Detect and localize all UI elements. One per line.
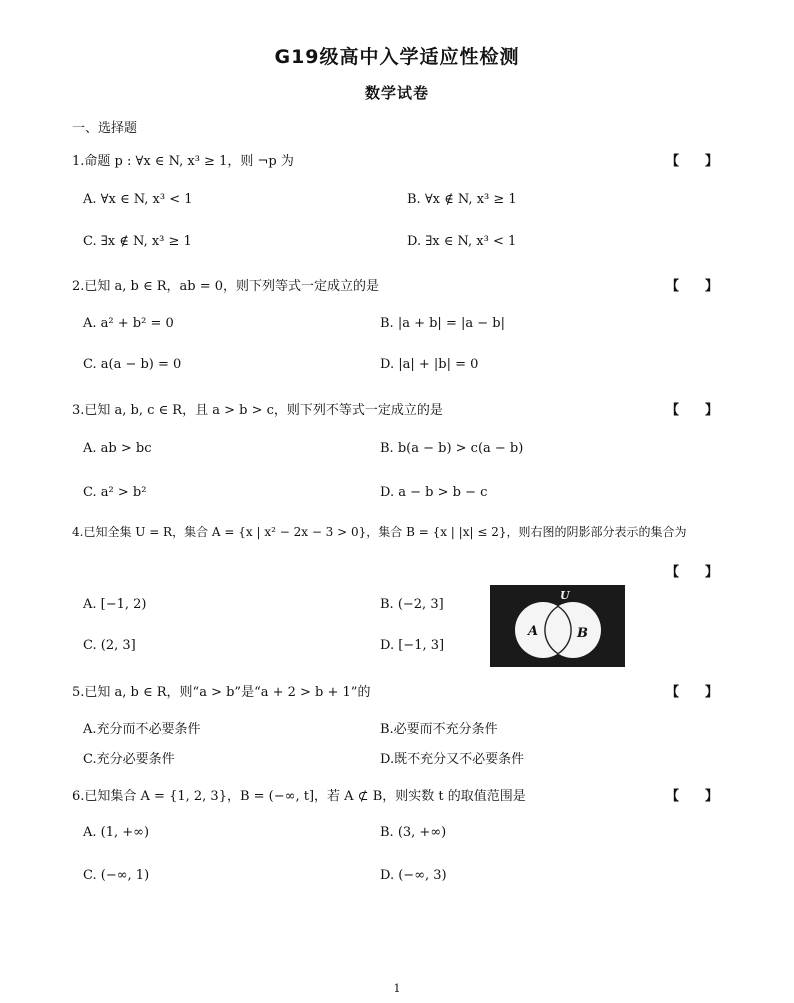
question-2-option-c: C. a(a − b) = 0 bbox=[83, 357, 182, 372]
question-1-answer-bracket: 【 】 bbox=[666, 154, 719, 169]
question-3-option-d: D. a − b > b − c bbox=[380, 485, 488, 500]
question-1-stem: 1.命题 p : ∀x ∈ N, x³ ≥ 1，则 ¬p 为 bbox=[72, 154, 294, 169]
question-6-answer-bracket: 【 】 bbox=[666, 789, 719, 804]
question-3-answer-bracket: 【 】 bbox=[666, 403, 719, 418]
question-3-option-c: C. a² > b² bbox=[83, 485, 147, 500]
question-5-option-a: A.充分而不必要条件 bbox=[83, 722, 201, 737]
question-4-stem: 4.已知全集 U = R，集合 A = {x | x² − 2x − 3 > 0}，集合 B = {x | |x| ≤ 2}，则右图的阴影部分表示的集合为 bbox=[72, 525, 687, 539]
question-1-option-a: A. ∀x ∈ N, x³ < 1 bbox=[83, 192, 193, 207]
venn-universe-label: U bbox=[560, 589, 570, 602]
question-1-option-c: C. ∃x ∉ N, x³ ≥ 1 bbox=[83, 234, 192, 249]
question-3-option-a: A. ab > bc bbox=[83, 441, 152, 456]
venn-diagram bbox=[490, 585, 625, 667]
question-6-option-a: A. (1, +∞) bbox=[83, 825, 150, 840]
page-subtitle: 数学试卷 bbox=[364, 84, 429, 102]
question-6-option-c: C. (−∞, 1) bbox=[83, 868, 150, 883]
question-6-option-d: D. (−∞, 3) bbox=[380, 868, 447, 883]
page-number: 1 bbox=[393, 982, 401, 995]
question-4-option-d: D. [−1, 3] bbox=[380, 638, 445, 653]
question-2-answer-bracket: 【 】 bbox=[666, 279, 719, 294]
venn-set-a-label: A bbox=[528, 624, 539, 639]
question-5-answer-bracket: 【 】 bbox=[666, 685, 719, 700]
question-1-option-b: B. ∀x ∉ N, x³ ≥ 1 bbox=[407, 192, 517, 207]
question-4-option-a: A. [−1, 2) bbox=[83, 597, 147, 612]
question-4-answer-bracket: 【 】 bbox=[666, 565, 719, 580]
question-6-stem: 6.已知集合 A = {1, 2, 3}，B = (−∞, t]，若 A ⊄ B，则实数 t 的取值范围是 bbox=[72, 789, 526, 804]
question-4-option-c: C. (2, 3] bbox=[83, 638, 136, 653]
question-2-option-a: A. a² + b² = 0 bbox=[83, 316, 174, 331]
question-3-option-b: B. b(a − b) > c(a − b) bbox=[380, 441, 524, 456]
question-6-option-b: B. (3, +∞) bbox=[380, 825, 447, 840]
question-3-stem: 3.已知 a, b, c ∈ R，且 a > b > c，则下列不等式一定成立的是 bbox=[72, 403, 443, 418]
venn-set-b-label: B bbox=[577, 626, 588, 641]
question-4-option-b: B. (−2, 3] bbox=[380, 597, 444, 612]
question-2-option-d: D. |a| + |b| = 0 bbox=[380, 357, 479, 372]
section-heading: 一、选择题 bbox=[72, 121, 138, 136]
question-2-option-b: B. |a + b| = |a − b| bbox=[380, 316, 505, 331]
question-5-stem: 5.已知 a, b ∈ R，则“a > b”是“a + 2 > b + 1”的 bbox=[72, 685, 371, 700]
question-5-option-b: B.必要而不充分条件 bbox=[380, 722, 498, 737]
question-2-stem: 2.已知 a, b ∈ R，ab = 0，则下列等式一定成立的是 bbox=[72, 279, 380, 294]
question-5-option-d: D.既不充分又不必要条件 bbox=[380, 752, 525, 767]
page-title: G19级高中入学适应性检测 bbox=[274, 46, 520, 68]
question-5-option-c: C.充分必要条件 bbox=[83, 752, 175, 767]
question-1-option-d: D. ∃x ∈ N, x³ < 1 bbox=[407, 234, 517, 249]
